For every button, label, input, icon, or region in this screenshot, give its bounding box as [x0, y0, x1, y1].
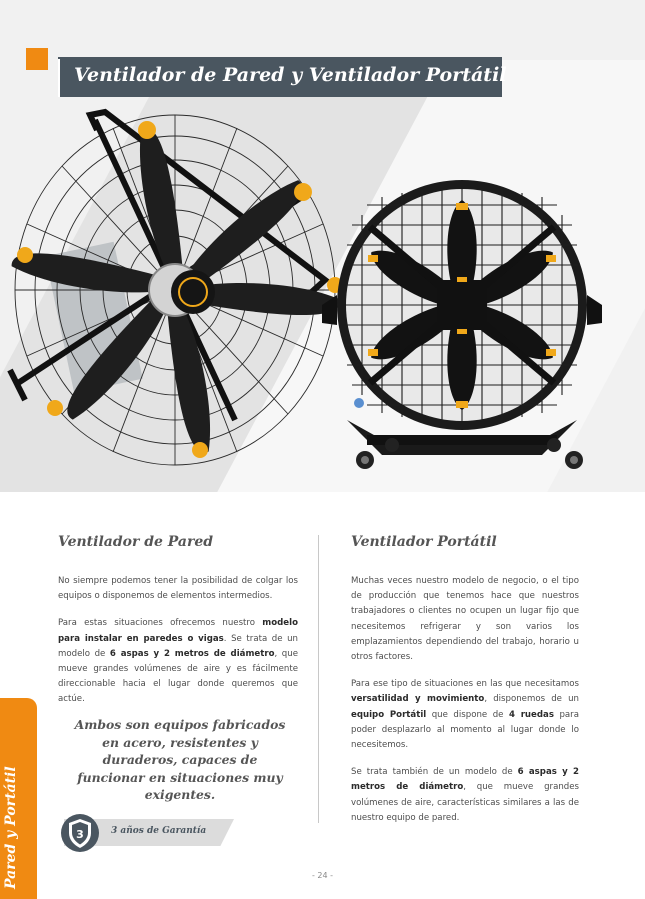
warranty-number: 3 [76, 828, 84, 841]
accent-square [26, 48, 48, 70]
portable-fan-paragraph-3: Se trata también de un modelo de 6 aspas y 2 metros de diámetro, que mueve grandes volúmenes de aire, características similares a las de nuestro equipo de pared. [351, 767, 579, 823]
warranty-label: 3 años de Garantía [111, 826, 207, 836]
wall-fan-image [10, 112, 343, 465]
wall-fan-paragraph-1: No siempre podemos tener la posibilidad de colgar los equipos o disponemos de elementos intermedios. [58, 576, 298, 602]
wall-fan-heading: Ventilador de Pared [58, 534, 214, 550]
portable-fan-paragraph-2: Para ese tipo de situaciones en las que necesitamos versatilidad y movimiento, disponemos de un equipo Portátil que dispone de 4 ruedas para poder desplazarlo al momento al lugar donde lo necesitemos. [351, 679, 579, 751]
portable-fan-image [322, 180, 602, 469]
page-title: Ventilador de Pared y Ventilador Portátil [74, 64, 507, 86]
portable-fan-paragraph-1: Muchas veces nuestro modelo de negocio, o el tipo de producción que tenemos hace que nuestros trabajadores o clientes no ocupen un lugar fijo que necesitemos refrigerar y son varios los emplazamientos dependiendo del trabajo, horario u otros factores. [351, 576, 579, 663]
portable-fan-section [351, 534, 579, 838]
side-tab-label: Pared y Portátil [3, 766, 19, 889]
warranty-shield-icon [60, 812, 100, 854]
highlight-quote: Ambos son equipos fabricados en acero, resistentes y duraderos, capaces de funcionar en situaciones muy exigentes. [74, 717, 286, 802]
wall-fan-paragraph-2: Para estas situaciones ofrecemos nuestro modelo para instalar en paredes o vigas. Se trata de un modelo de 6 aspas y 2 metros de diámetro, que mueve grandes volúmenes de aire y es fácilmente direccionable hacia el lugar donde queremos que actúe. [58, 618, 298, 705]
portable-fan-heading: Ventilador Portátil [351, 534, 497, 550]
column-divider [318, 535, 319, 823]
title-bar [58, 57, 507, 97]
fans-illustration [0, 95, 645, 475]
wall-fan-section [58, 534, 298, 720]
page-number: - 24 - [311, 871, 334, 880]
